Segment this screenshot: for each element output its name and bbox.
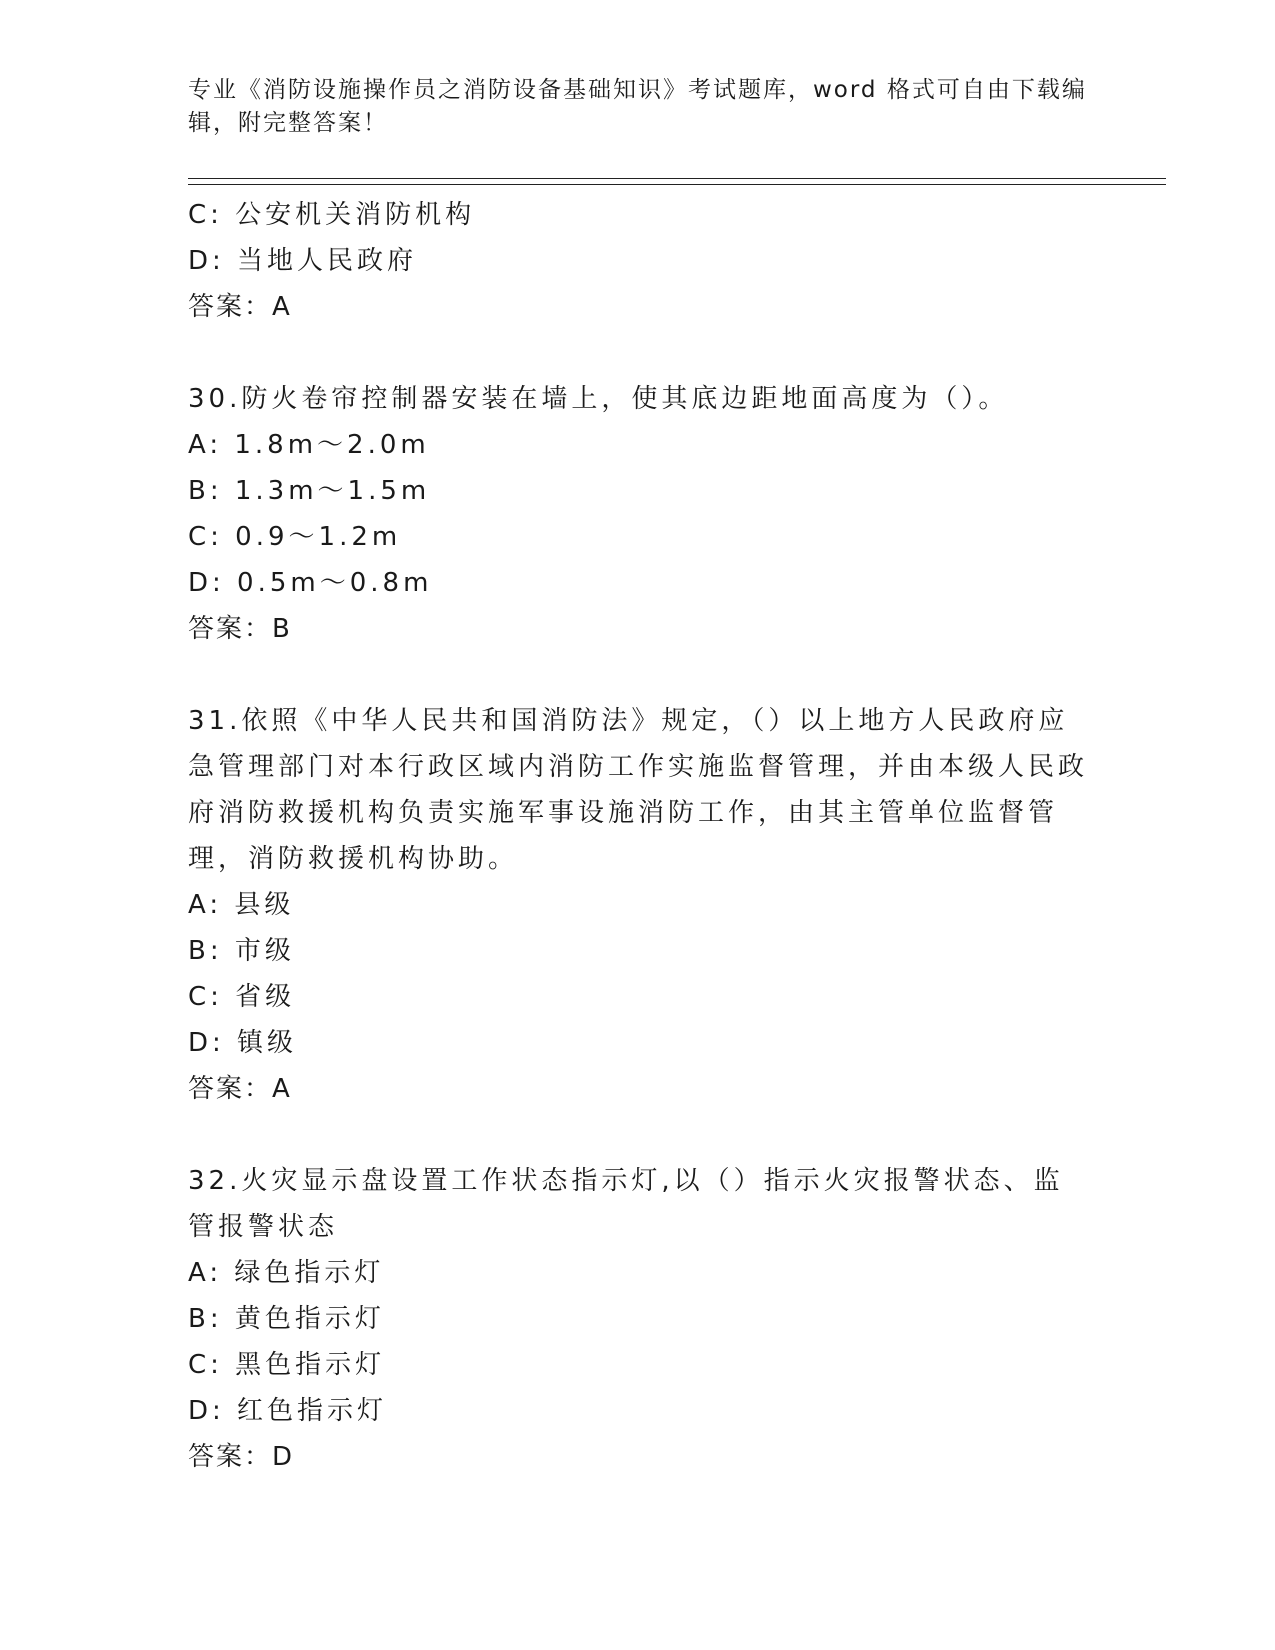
answer-line: 答案：D bbox=[188, 1442, 295, 1472]
option-a: A: 1.8m～2.0m bbox=[188, 430, 430, 460]
question-stem: 30.防火卷帘控制器安装在墙上，使其底边距地面高度为（）。 bbox=[188, 384, 1009, 414]
option-c: C: 黑色指示灯 bbox=[188, 1350, 386, 1380]
spacer bbox=[188, 330, 1088, 376]
option-d: D: 红色指示灯 bbox=[188, 1396, 388, 1426]
question-30 bbox=[188, 376, 1088, 652]
option-d: D: 0.5m～0.8m bbox=[188, 568, 433, 598]
header-divider-bottom bbox=[188, 184, 1166, 185]
question-32 bbox=[188, 1158, 1088, 1480]
option-a: A: 县级 bbox=[188, 890, 295, 920]
question-content bbox=[188, 192, 1088, 1480]
option-b: B: 黄色指示灯 bbox=[188, 1304, 385, 1334]
option-c: C: 0.9～1.2m bbox=[188, 522, 402, 552]
option-c: C: 公安机关消防机构 bbox=[188, 200, 476, 230]
option-b: B: 市级 bbox=[188, 936, 295, 966]
option-d: D: 镇级 bbox=[188, 1028, 298, 1058]
option-d: D: 当地人民政府 bbox=[188, 246, 418, 276]
question-31 bbox=[188, 698, 1088, 1112]
question-stem: 32.火灾显示盘设置工作状态指示灯,以（）指示火灾报警状态、监管报警状态 bbox=[188, 1166, 1064, 1242]
option-b: B: 1.3m～1.5m bbox=[188, 476, 431, 506]
spacer bbox=[188, 652, 1088, 698]
option-a: A: 绿色指示灯 bbox=[188, 1258, 385, 1288]
answer-line: 答案：A bbox=[188, 292, 292, 322]
answer-line: 答案：B bbox=[188, 614, 292, 644]
option-c: C: 省级 bbox=[188, 982, 296, 1012]
answer-line: 答案：A bbox=[188, 1074, 292, 1104]
document-header: 专业《消防设施操作员之消防设备基础知识》考试题库，word 格式可自由下载编辑，附完整答案！ bbox=[188, 77, 1087, 136]
header-divider-top bbox=[188, 178, 1166, 179]
spacer bbox=[188, 1112, 1088, 1158]
question-stem: 31.依照《中华人民共和国消防法》规定，（）以上地方人民政府应急管理部门对本行政区域内消防工作实施监督管理，并由本级人民政府消防救援机构负责实施军事设施消防工作，由其主管单位监督管理，消防救援机构协助。 bbox=[188, 706, 1089, 874]
